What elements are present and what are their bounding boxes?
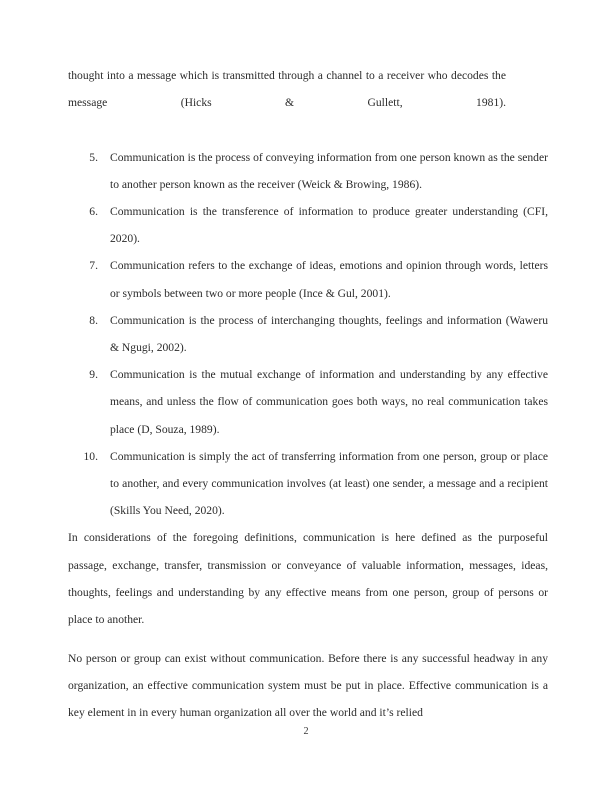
list-item-number: 10. xyxy=(83,449,98,463)
list-item-number: 8. xyxy=(89,313,98,327)
list-item xyxy=(68,443,548,525)
closing-paragraph: No person or group can exist without communication. Before there is any successful headway in any organization, an effective communication system must be put in place. Effective communication is a key element in in every human organization all over the world and it’s relied xyxy=(68,651,548,720)
definition-list xyxy=(68,144,548,525)
page-body xyxy=(68,62,548,738)
list-item-number: 6. xyxy=(89,205,98,219)
list-item xyxy=(68,144,548,198)
list-item-text: Communication refers to the exchange of ideas, emotions and opinion through words, letters or symbols between two or more people (Ince & Gul, 2001). xyxy=(110,259,548,300)
page-number: 2 xyxy=(303,726,309,737)
summary-paragraph: In considerations of the foregoing definitions, communication is here defined as the purposeful passage, exchange, transfer, transmission or conveyance of valuable information, messages, ideas, thoughts, feelings and understanding by any effective means from one person, group of persons or place to another. xyxy=(68,531,548,627)
list-item-number: 5. xyxy=(89,150,98,164)
list-item xyxy=(68,361,548,443)
list-item-text: Communication is the process of interchanging thoughts, feelings and information (Waweru & Ngugi, 2002). xyxy=(110,313,548,355)
list-item-text: Communication is the process of conveying information from one person known as the sender to another person known as the receiver (Weick & Browing, 1986). xyxy=(110,150,548,191)
list-item-number: 7. xyxy=(89,259,98,273)
list-item-number: 9. xyxy=(89,368,98,382)
carryover-paragraph: thought into a message which is transmitted through a channel to a receiver who decodes the message (Hicks & Gullett, 1981). xyxy=(68,69,506,110)
list-item-text: Communication is the mutual exchange of information and understanding by any effective means, and unless the flow of communication goes both ways, no real communication takes place (D, Souza, 1989). xyxy=(110,368,548,436)
list-item-text: Communication is the transference of information to produce greater understanding (CFI, 2020). xyxy=(110,205,548,246)
list-item-text: Communication is simply the act of transferring information from one person, group or place to another, and every communication involves (at least) one sender, a message and a recipient (Skills You Need, 2020). xyxy=(110,449,548,518)
list-item xyxy=(68,198,548,252)
list-item xyxy=(68,252,548,306)
list-item xyxy=(68,307,548,361)
